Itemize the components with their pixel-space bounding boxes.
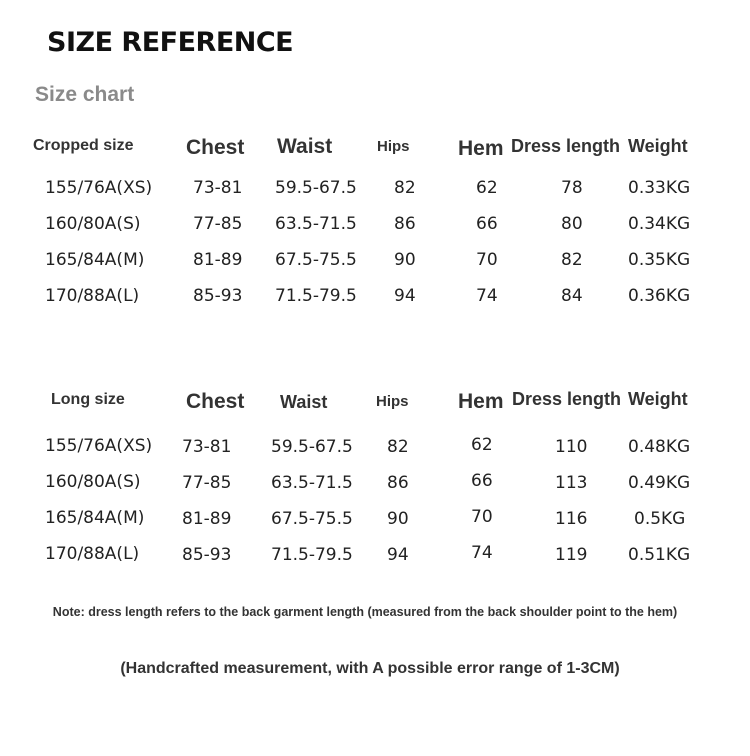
cell-weight: 0.49KG — [628, 473, 691, 493]
cell-dress-length: 82 — [561, 250, 583, 270]
cell-size: 160/80A(S) — [45, 472, 141, 492]
cell-chest: 77-85 — [182, 473, 232, 493]
header-hem: Hem — [458, 390, 504, 413]
cell-hem: 74 — [476, 286, 498, 306]
cell-hem: 62 — [471, 435, 493, 455]
cell-size: 155/76A(XS) — [45, 436, 153, 456]
header-waist: Waist — [277, 135, 333, 158]
cell-hem: 70 — [476, 250, 498, 270]
cell-size: 155/76A(XS) — [45, 178, 153, 198]
cell-hips: 94 — [394, 286, 416, 306]
dress-length-note: Note: dress length refers to the back garment length (measured from the back shoulder point to the hem) — [52, 605, 678, 619]
cell-weight: 0.48KG — [628, 437, 691, 457]
cell-weight: 0.5KG — [634, 509, 686, 529]
cell-size: 170/88A(L) — [45, 286, 140, 306]
header-chest: Chest — [186, 136, 245, 159]
cell-hips: 86 — [394, 214, 416, 234]
cell-size: 160/80A(S) — [45, 214, 141, 234]
cell-dress-length: 78 — [561, 178, 583, 198]
cell-hem: 74 — [471, 543, 493, 563]
cell-chest: 85-93 — [182, 545, 232, 565]
header-hem: Hem — [458, 137, 504, 160]
cell-size: 165/84A(M) — [45, 508, 145, 528]
measurement-disclaimer: (Handcrafted measurement, with A possible error range of 1-3CM) — [120, 660, 620, 677]
cell-dress-length: 113 — [555, 473, 588, 493]
cell-hips: 82 — [387, 437, 409, 457]
cell-hips: 90 — [394, 250, 416, 270]
header-weight: Weight — [628, 389, 688, 409]
cell-waist: 59.5-67.5 — [271, 437, 353, 457]
cell-chest: 81-89 — [182, 509, 232, 529]
cell-dress-length: 84 — [561, 286, 583, 306]
cell-waist: 67.5-75.5 — [271, 509, 353, 529]
header-waist: Waist — [280, 392, 328, 412]
cell-hips: 82 — [394, 178, 416, 198]
cell-size: 165/84A(M) — [45, 250, 145, 270]
cell-waist: 71.5-79.5 — [275, 286, 357, 306]
cell-chest: 73-81 — [182, 437, 232, 457]
cell-hem: 62 — [476, 178, 498, 198]
cell-hips: 94 — [387, 545, 409, 565]
cell-hem: 70 — [471, 507, 493, 527]
cell-hips: 90 — [387, 509, 409, 529]
cell-hips: 86 — [387, 473, 409, 493]
header-hips: Hips — [376, 393, 409, 410]
cell-weight: 0.51KG — [628, 545, 691, 565]
table-label-long: Long size — [51, 391, 125, 408]
cell-weight: 0.34KG — [628, 214, 691, 234]
cell-waist: 67.5-75.5 — [275, 250, 357, 270]
cell-hem: 66 — [471, 471, 493, 491]
header-hips: Hips — [377, 138, 410, 155]
cell-chest: 77-85 — [193, 214, 243, 234]
cell-dress-length: 119 — [555, 545, 588, 565]
table-label-cropped: Cropped size — [33, 137, 134, 154]
cell-size: 170/88A(L) — [45, 544, 140, 564]
cell-dress-length: 116 — [555, 509, 588, 529]
cell-dress-length: 110 — [555, 437, 588, 457]
cell-weight: 0.35KG — [628, 250, 691, 270]
header-dress-length: Dress length — [511, 136, 621, 156]
cell-waist: 63.5-71.5 — [271, 473, 353, 493]
cell-weight: 0.36KG — [628, 286, 691, 306]
cell-chest: 81-89 — [193, 250, 243, 270]
cell-chest: 73-81 — [193, 178, 243, 198]
header-chest: Chest — [186, 390, 245, 413]
cell-weight: 0.33KG — [628, 178, 691, 198]
cell-hem: 66 — [476, 214, 498, 234]
cell-dress-length: 80 — [561, 214, 583, 234]
cell-waist: 59.5-67.5 — [275, 178, 357, 198]
page-title: SIZE REFERENCE — [47, 27, 294, 58]
cell-waist: 71.5-79.5 — [271, 545, 353, 565]
cell-chest: 85-93 — [193, 286, 243, 306]
header-dress-length: Dress length — [512, 389, 622, 409]
header-weight: Weight — [628, 136, 688, 156]
size-chart-subtitle: Size chart — [35, 83, 135, 106]
cell-waist: 63.5-71.5 — [275, 214, 357, 234]
